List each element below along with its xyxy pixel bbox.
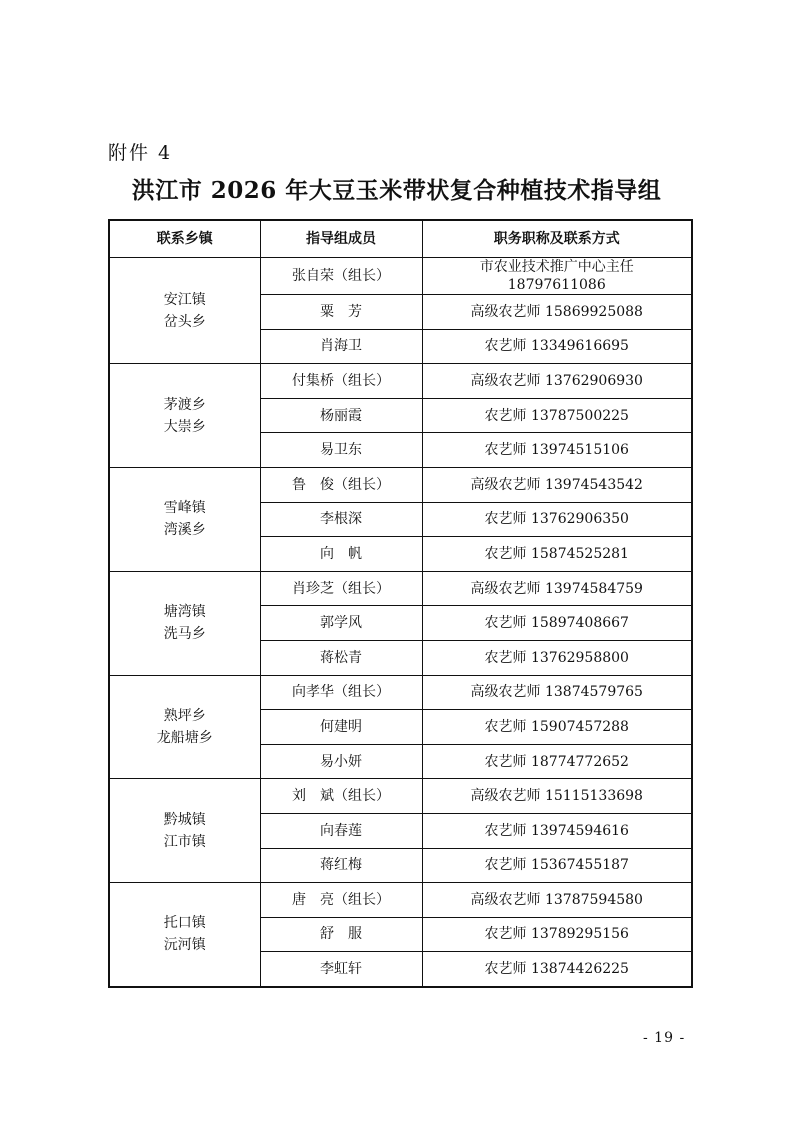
member-contact <box>422 502 692 537</box>
table-row <box>109 258 692 295</box>
town-name: 岔头乡 <box>163 313 206 330</box>
member-contact <box>422 952 692 987</box>
member-name: 李虹轩 <box>260 952 422 987</box>
member-contact <box>422 364 692 399</box>
town-cell <box>109 571 260 675</box>
town-name: 洗马乡 <box>163 626 206 643</box>
member-name: 付集桥（组长） <box>260 364 422 399</box>
town-name: 雪峰镇 <box>163 500 206 517</box>
member-contact <box>422 467 692 502</box>
member-name: 唐 亮（组长） <box>260 883 422 918</box>
page-number: - 19 - <box>643 1030 686 1046</box>
town-cell <box>109 467 260 571</box>
member-contact <box>422 675 692 710</box>
member-contact <box>422 640 692 675</box>
town-name: 大崇乡 <box>163 418 206 435</box>
member-contact <box>422 710 692 745</box>
header-members: 指导组成员 <box>260 220 422 258</box>
contact-line: 农艺师 13789295156 <box>484 926 629 943</box>
member-contact <box>422 848 692 883</box>
member-name: 蒋红梅 <box>260 848 422 883</box>
town-cell <box>109 364 260 468</box>
town-cell <box>109 883 260 987</box>
contact-line: 高级农艺师 15115133698 <box>470 788 643 805</box>
contact-line: 市农业技术推广中心主任 <box>479 259 634 275</box>
contact-line: 农艺师 13762958800 <box>484 649 629 666</box>
town-name: 湾溪乡 <box>163 522 206 539</box>
page-title: 洪江市 2026 年大豆玉米带状复合种植技术指导组 <box>131 177 662 204</box>
contact-line: 农艺师 13874426225 <box>484 961 629 978</box>
member-name: 易小妍 <box>260 744 422 779</box>
table-row <box>109 883 692 918</box>
member-name: 粟 芳 <box>260 295 422 330</box>
header-towns: 联系乡镇 <box>109 220 260 258</box>
member-contact <box>422 537 692 572</box>
member-name: 肖海卫 <box>260 329 422 364</box>
member-contact <box>422 571 692 606</box>
table-row <box>109 467 692 502</box>
member-name: 向春莲 <box>260 813 422 848</box>
header-contact: 职务职称及联系方式 <box>422 220 692 258</box>
member-name: 鲁 俊（组长） <box>260 467 422 502</box>
member-name: 张自荣（组长） <box>260 258 422 295</box>
member-name: 肖珍芝（组长） <box>260 571 422 606</box>
member-name: 向 帆 <box>260 537 422 572</box>
contact-line: 高级农艺师 13874579765 <box>470 684 643 701</box>
table-row <box>109 675 692 710</box>
table-header-row <box>109 220 692 258</box>
member-name: 向孝华（组长） <box>260 675 422 710</box>
attachment-label: 附件 4 <box>108 142 173 164</box>
member-contact <box>422 398 692 433</box>
town-name: 熟坪乡 <box>163 707 206 724</box>
contact-line: 农艺师 15874525281 <box>484 545 629 562</box>
contact-line: 农艺师 13762906350 <box>484 511 629 528</box>
member-name: 刘 斌（组长） <box>260 779 422 814</box>
member-contact <box>422 917 692 952</box>
member-contact <box>422 744 692 779</box>
member-contact <box>422 295 692 330</box>
contact-line: 农艺师 13787500225 <box>484 407 629 424</box>
town-cell <box>109 675 260 779</box>
member-contact <box>422 883 692 918</box>
guidance-group-table <box>108 219 693 988</box>
member-name: 舒 服 <box>260 917 422 952</box>
contact-line: 农艺师 15897408667 <box>484 615 629 632</box>
contact-line: 高级农艺师 13974584759 <box>470 580 643 597</box>
contact-line: 高级农艺师 13762906930 <box>470 372 643 389</box>
contact-line: 农艺师 13974515106 <box>484 442 629 459</box>
town-cell <box>109 258 260 364</box>
contact-line: 农艺师 13349616695 <box>484 338 629 355</box>
town-name: 托口镇 <box>163 915 206 932</box>
town-name: 茅渡乡 <box>163 396 206 413</box>
contact-line: 农艺师 15367455187 <box>484 857 629 874</box>
table-row <box>109 571 692 606</box>
member-name: 易卫东 <box>260 433 422 468</box>
member-contact <box>422 258 692 295</box>
contact-phone: 18797611086 <box>507 277 606 293</box>
contact-line: 高级农艺师 15869925088 <box>470 303 643 320</box>
town-name: 江市镇 <box>163 833 206 850</box>
table-row <box>109 779 692 814</box>
member-name: 郭学风 <box>260 606 422 641</box>
member-name: 蒋松青 <box>260 640 422 675</box>
town-name: 安江镇 <box>163 291 206 308</box>
contact-line: 农艺师 18774772652 <box>484 753 629 770</box>
contact-line: 农艺师 13974594616 <box>484 822 629 839</box>
member-contact <box>422 433 692 468</box>
contact-line: 高级农艺师 13974543542 <box>470 476 643 493</box>
town-name: 龙船塘乡 <box>156 729 213 746</box>
table-row <box>109 364 692 399</box>
town-cell <box>109 779 260 883</box>
town-name: 沅河镇 <box>163 937 206 954</box>
member-contact <box>422 606 692 641</box>
town-name: 塘湾镇 <box>163 604 206 621</box>
member-contact <box>422 329 692 364</box>
contact-line: 高级农艺师 13787594580 <box>470 891 643 908</box>
contact-line: 农艺师 15907457288 <box>484 718 629 735</box>
member-contact <box>422 813 692 848</box>
member-name: 李根深 <box>260 502 422 537</box>
member-name: 杨丽霞 <box>260 398 422 433</box>
member-contact <box>422 779 692 814</box>
member-name: 何建明 <box>260 710 422 745</box>
town-name: 黔城镇 <box>163 811 206 828</box>
